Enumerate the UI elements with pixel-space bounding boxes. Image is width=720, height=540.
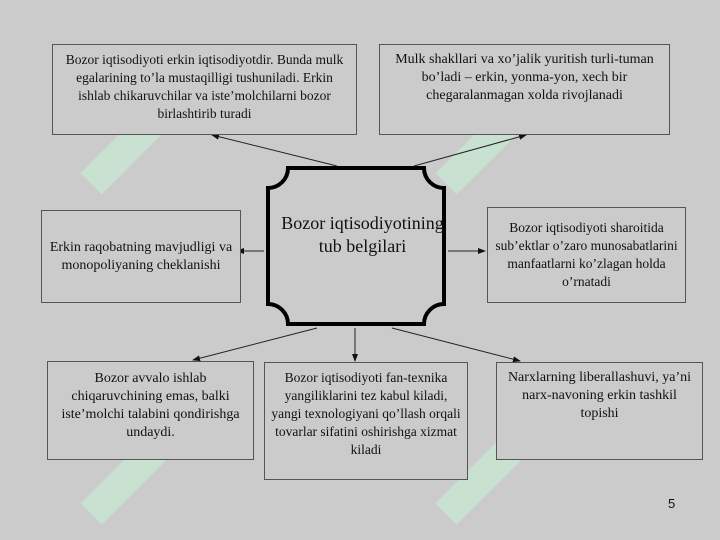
box-text: Bozor iqtisodiyoti fan-texnika yangiliklarini tez kabul kiladi, yangi texnologiyani qo’llash orqali tovarlar sifatini oshirishga xizmat kiladi — [271, 370, 461, 457]
arrow-top-right — [414, 135, 526, 166]
box-text: Erkin raqobatning mavjudligi va monopoliyaning cheklanishi — [49, 239, 233, 273]
box-middle-right — [487, 207, 686, 303]
box-top-right — [379, 44, 670, 135]
box-text: Narxlarning liberallashuvi, ya’ni narx-navoning erkin tashkil topishi — [507, 370, 692, 421]
center-title: Bozor iqtisodiyotining tub belgilari — [281, 213, 444, 256]
box-middle-left — [41, 210, 241, 303]
arrow-top-left — [212, 135, 337, 166]
page-number: 5 — [668, 496, 676, 511]
arrow-bottom-left — [193, 328, 317, 360]
box-text: Mulk shakllari va xo’jalik yuritish turli-tuman bo’ladi – erkin, yonma-yon, xech bir chegaralanmagan xolda rivojlanadi — [395, 52, 654, 103]
box-text: Bozor iqtisodiyoti sharoitida sub’ektlar o’zaro munosabatlarini manfaatlarni ko’zlagan holda o’rnatadi — [495, 220, 678, 289]
arrow-bottom-right — [392, 328, 520, 361]
box-top-left — [52, 44, 357, 135]
box-text: Bozor avvalo ishlab chiqaruvchining emas, balki iste’molchi talabini qondirishga undaydi. — [61, 371, 240, 440]
box-bottom-right — [496, 362, 703, 460]
box-bottom-left — [47, 361, 254, 460]
box-text: Bozor iqtisodiyoti erkin iqtisodiyotdir. Bunda mulk egalarining to’la mustaqilligi tushuniladi. Erkin ishlab chikaruvchilar va iste’molchilarni bozor birlashtirib turadi — [65, 52, 344, 121]
box-bottom-middle — [264, 362, 468, 480]
